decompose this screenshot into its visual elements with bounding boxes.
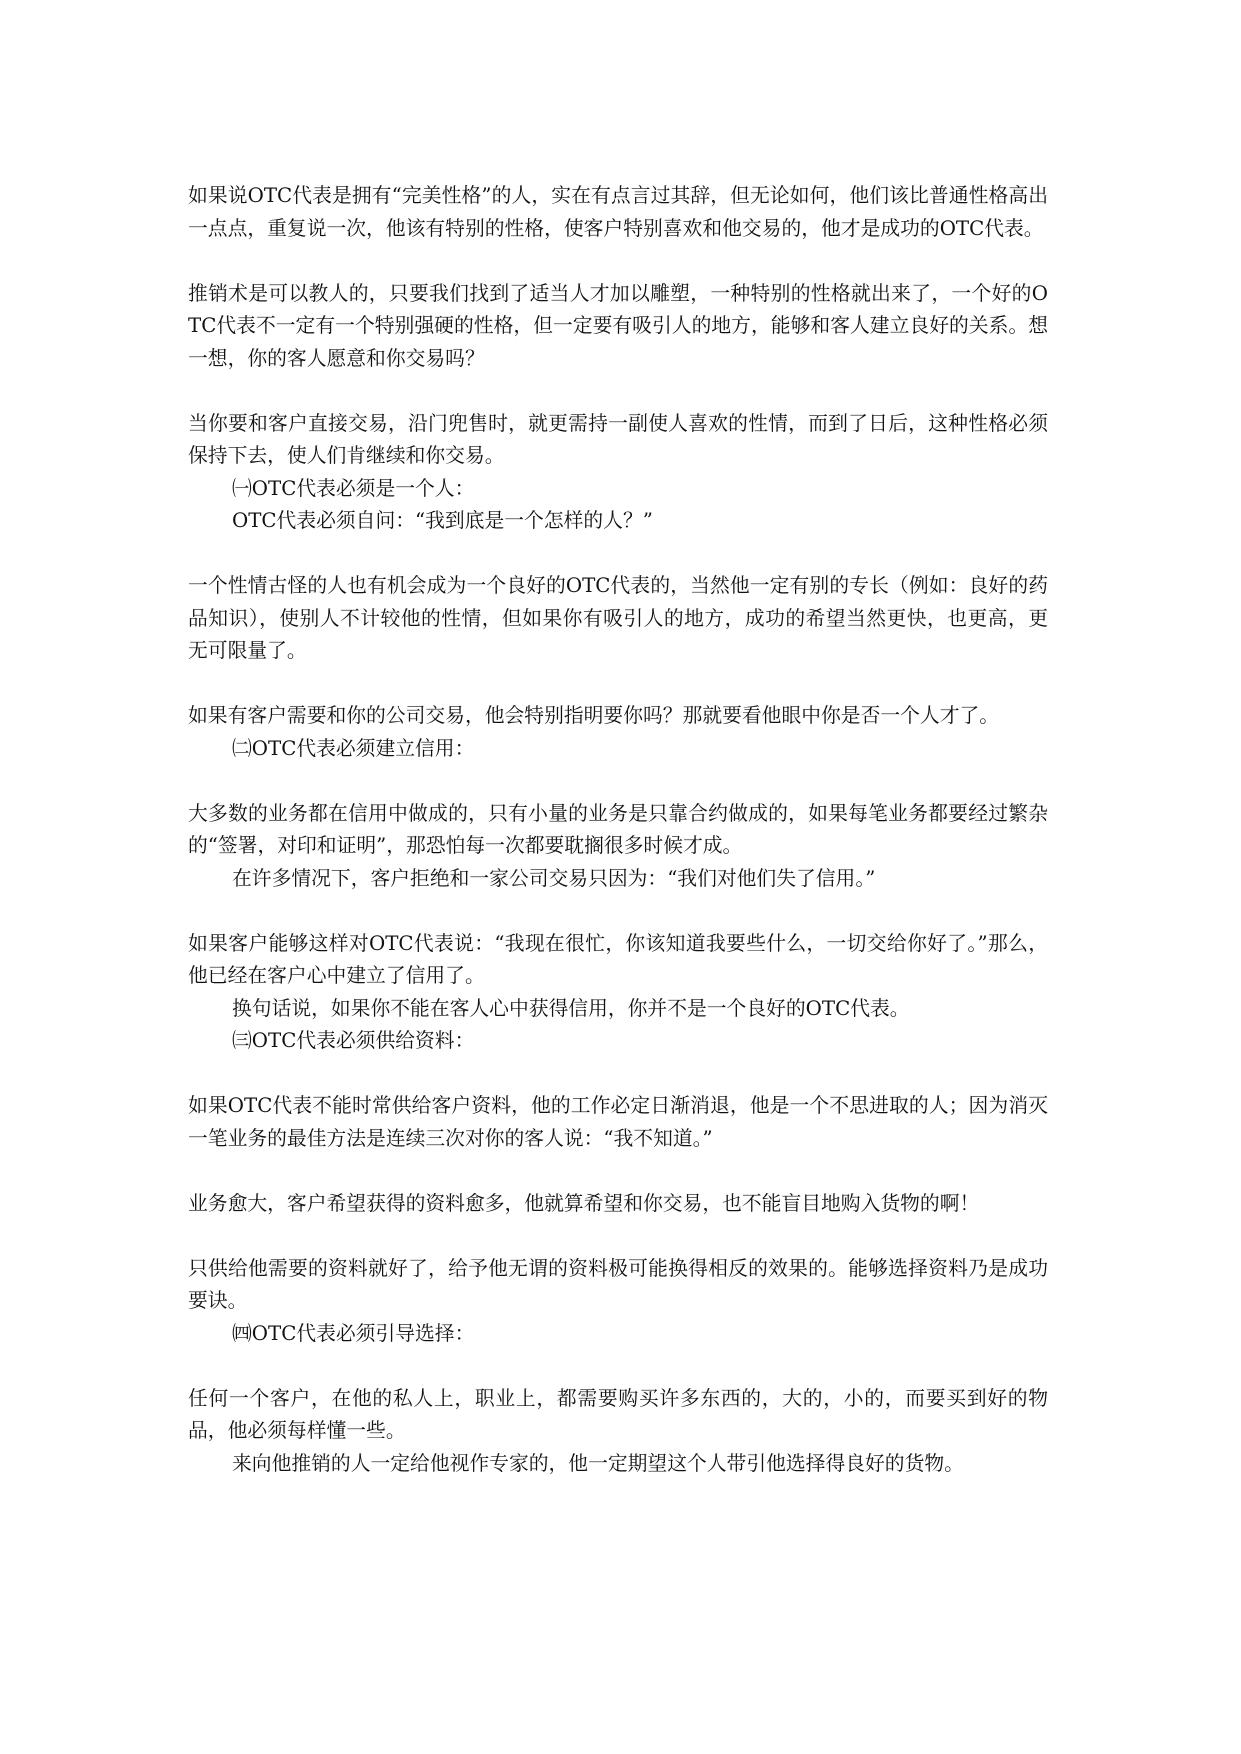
paragraph-customer-trust: 如果客户能够这样对OTC代表说：“我现在很忙，你该知道我要些什么，一切交给你好了。”那么，他已经在客户心中建立了信用了。 [188,931,1048,987]
section-heading-2: ㈡OTC代表必须建立信用： [232,736,475,760]
paragraph-perfect-personality: 如果说OTC代表是拥有“完美性格”的人，实在有点言过其辞，但无论如何，他们该比普通性格高出一点点，重复说一次，他该有特别的性格，使客户特别喜欢和他交易的，他才是成功的OTC代表。 [188,184,1048,240]
section-heading-4: ㈣OTC代表必须引导选择： [232,1321,475,1345]
paragraph-door-to-door: 当你要和客户直接交易，沿门兜售时，就更需持一副使人喜欢的性情，而到了日后，这种性格必须保持下去，使人们肯继续和你交易。 [188,411,1048,467]
paragraph-any-customer: 任何一个客户，在他的私人上，职业上，都需要购买许多东西的，大的，小的，而要买到好的物品，他必须每样懂一些。 [188,1386,1048,1442]
paragraph-customer-request: 如果有客户需要和你的公司交易，他会特别指明要你吗？那就要看他眼中你是否一个人才了。 [188,704,1000,727]
paragraph-eccentric-person: 一个性情古怪的人也有机会成为一个良好的OTC代表的，当然他一定有别的专长（例如：良好的药品知识），使别人不计较他的性情，但如果你有吸引人的地方，成功的希望当然更快，也更高，更无可限量了。 [188,574,1048,662]
paragraph-in-other-words: 换句话说，如果你不能在客人心中获得信用，你并不是一个良好的OTC代表。 [232,996,910,1020]
section-heading-3: ㈢OTC代表必须供给资料： [232,1029,475,1052]
paragraph-credit-business: 大多数的业务都在信用中做成的，只有小量的业务是只靠合约做成的，如果每笔业务都要经过繁杂的“签署，对印和证明”，那恐怕每一次都要耽搁很多时候才成。 [188,801,1048,857]
paragraph-salesmanship-teachable: 推销术是可以教人的，只要我们找到了适当人才加以雕塑，一种特别的性格就出来了，一个好的OTC代表不一定有一个特别强硬的性格，但一定要有吸引人的地方，能够和客人建立良好的关系。想一想，你的客人愿意和你交易吗？ [188,281,1048,370]
paragraph-supply-info: 如果OTC代表不能时常供给客户资料，他的工作必定日渐消退，他是一个不思进取的人；因为消灭一笔业务的最佳方法是连续三次对你的客人说：“我不知道。” [188,1094,1048,1150]
paragraph-expert-guide: 来向他推销的人一定给他视作专家的，他一定期望这个人带引他选择得良好的货物。 [232,1451,964,1475]
paragraph-bigger-business: 业务愈大，客户希望获得的资料愈多，他就算希望和你交易，也不能盲目地购入货物的啊！ [188,1191,980,1215]
document-page [188,180,1048,1480]
section-heading-1: ㈠OTC代表必须是一个人： [232,476,475,500]
paragraph-select-info: 只供给他需要的资料就好了，给予他无谓的资料极可能换得相反的效果的。能够选择资料乃是成功要诀。 [188,1256,1048,1312]
paragraph-lost-credit: 在许多情况下，客户拒绝和一家公司交易只因为：“我们对他们失了信用。” [232,866,876,890]
paragraph-self-question: OTC代表必须自问：“我到底是一个怎样的人？” [232,509,653,532]
